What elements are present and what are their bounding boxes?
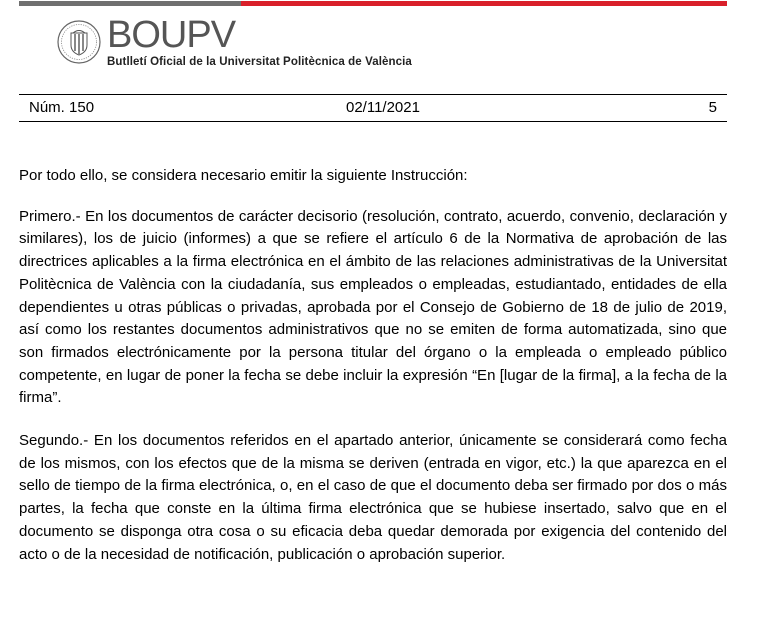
university-seal-icon: [57, 20, 101, 64]
bulletin-date: 02/11/2021: [346, 99, 420, 116]
top-color-bar: [19, 1, 727, 6]
brand-logo-text: BOUPV: [107, 14, 236, 56]
bulletin-number: Núm. 150: [29, 99, 95, 116]
paragraph-segundo: Segundo.- En los documentos referidos en el apartado anterior, únicamente se considerará como fecha de los mismos, con los efectos que de la misma se deriven (entrada en vigor, etc.) la que aparezca en el sello de tiempo de la firma electrónica, o, en el caso de que el documento deba ser firmado por dos o más partes, la fecha que conste en la última firma electrónica que se hubiese insertado, salvo que en el documento se disponga otra cosa o su eficacia deba quedar demorada por exigencia del contenido del acto o de la necesidad de notificación, publicación o aprobación superior.: [19, 432, 727, 563]
intro-paragraph: Por todo ello, se considera necesario emitir la siguiente Instrucción:: [19, 167, 468, 184]
paragraph-primero: Primero.- En los documentos de carácter decisorio (resolución, contrato, acuerdo, convenio, declaración y similares), los de juicio (informes) a que se refiere el artículo 6 de la Normativa de aprobación de las directrices aplicables a la firma electrónica en el ámbito de las relaciones administrativas de la Universitat Politècnica de València con la ciudadanía, sus empleados o empleadas, estudiantado, entidades de ella dependientes u otras públicas o privadas, aprobada por el Consejo de Gobierno de 18 de julio de 2019, así como los restantes documentos administrativos que no se emiten de forma automatizada, sino que son firmados electrónicamente por la persona titular del órgano o la empleada o empleado público competente, en lugar de poner la fecha se debe incluir la expresión “En [lugar de la firma], a la fecha de la firma”.: [19, 207, 727, 407]
brand-block: [107, 14, 412, 68]
bulletin-meta-row: [19, 94, 727, 122]
document-body: [19, 165, 727, 586]
page-number: 5: [708, 99, 717, 116]
top-bar-red-segment: [241, 1, 727, 6]
top-bar-gray-segment: [19, 1, 241, 6]
brand-subtitle: Butlletí Oficial de la Universitat Politècnica de València: [107, 56, 412, 68]
